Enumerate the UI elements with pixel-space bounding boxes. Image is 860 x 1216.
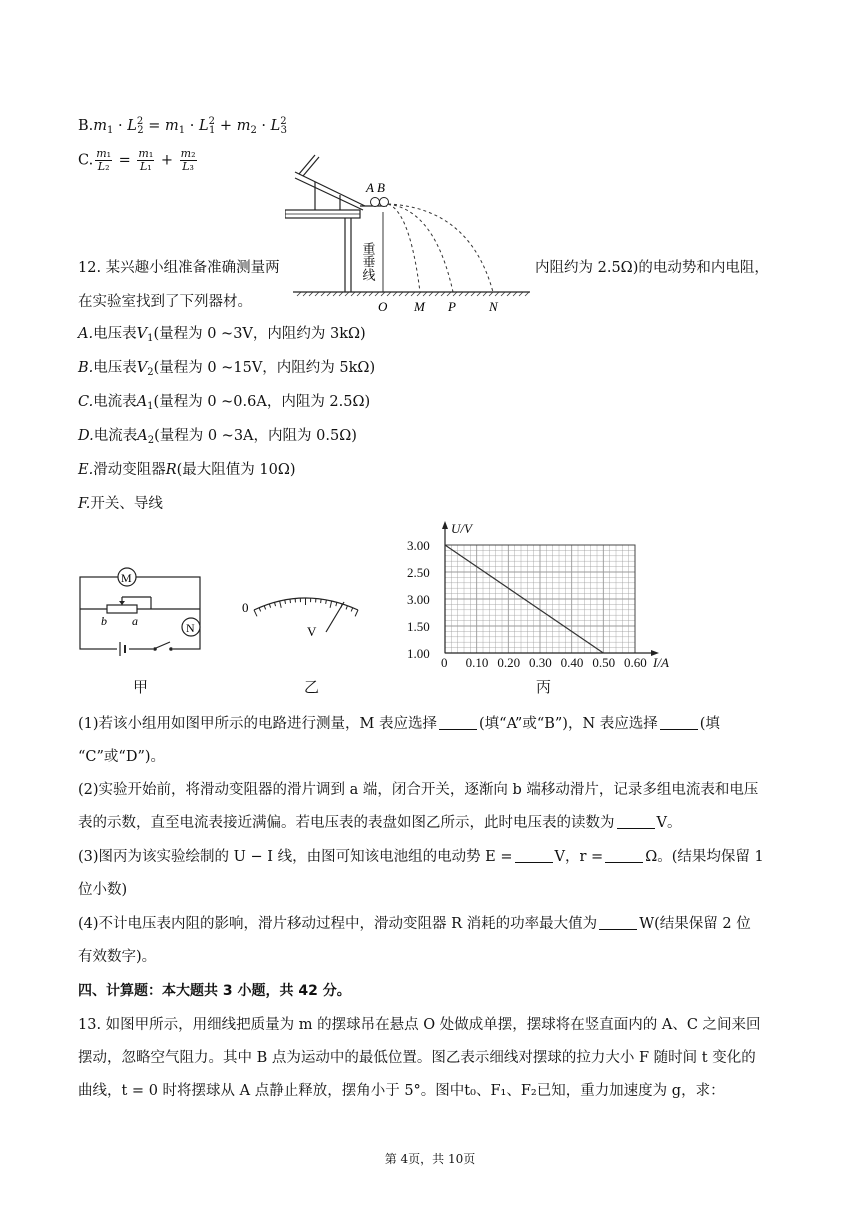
label-N: N	[489, 299, 498, 314]
caption-yi: 乙	[304, 678, 320, 696]
option-label: C.	[78, 152, 94, 169]
q12-part2-line2: 表的示数，直至电流表接近满偏。若电压表的表盘如图乙所示，此时电压表的读数为 V。	[78, 815, 682, 831]
projectile-apparatus-figure	[285, 150, 545, 315]
section-heading: 四、计算题：本大题共 3 小题，共 42 分。	[78, 983, 351, 999]
label-ab: A B	[366, 180, 385, 195]
rheostat-b-label: b	[101, 614, 107, 628]
q12-part4-line1: (4)不计电压表内阻的影响，滑片移动过程中，滑动变阻器 R 消耗的功率最大值为 W(结果保留 2 位	[78, 916, 751, 932]
page-footer: 第 4页，共 10页	[384, 1152, 476, 1166]
equipment-item: B.电压表$V_2$(量程为 0 ~15V，内阻约为 5kΩ)	[78, 360, 376, 378]
meter-M-label: M	[121, 571, 132, 585]
option-c-formula: C. $\frac{\text{m₁}}{\text{L₂}}$ = $\frac{\text{m₁}}{\text{L₁}}$ + $\frac{\text{m₂}}{\text{L₃}}$	[78, 147, 196, 173]
q13-line2: 摆动，忽略空气阻力。其中 B 点为运动中的最低位置。图乙表示细线对摆球的拉力大小 F 随时间 t 变化的	[78, 1050, 756, 1066]
u-i-chart-bing	[405, 520, 680, 670]
equipment-item: D.电流表$A_2$(量程为 0 ~3A，内阻为 0.5Ω)	[78, 428, 357, 446]
answer-blank[interactable]	[599, 915, 637, 930]
x-tick-label: 0.40	[560, 655, 584, 670]
y-tick-label: 3.00	[407, 538, 430, 553]
circuit-diagram-jia	[75, 565, 210, 660]
answer-blank[interactable]	[660, 715, 698, 730]
y-tick-label: 2.50	[407, 565, 430, 580]
equipment-item: A.电压表$V_1$(量程为 0 ~3V，内阻约为 3kΩ)	[78, 326, 366, 344]
x-tick-label: 0.10	[465, 655, 489, 670]
x-tick-label: 0.60	[624, 655, 647, 670]
x-tick-label: 0.50	[592, 655, 616, 670]
answer-blank[interactable]	[515, 848, 553, 863]
x-tick-label: 0.30	[529, 655, 552, 670]
x-tick-label: 0	[441, 655, 448, 670]
equipment-item: E.滑动变阻器R(最大阻值为 10Ω)	[78, 462, 296, 478]
option-label: B.	[78, 118, 94, 134]
rheostat-a-label: a	[132, 614, 138, 628]
meter-N-label: N	[186, 621, 195, 635]
q12-intro-right: 内阻约为 2.5Ω)的电动势和内电阻，	[535, 260, 769, 276]
y-tick-label: 1.50	[407, 619, 430, 634]
answer-blank[interactable]	[617, 814, 655, 829]
label-O: O	[378, 299, 388, 314]
option-b-formula: $B.m_1 \cdot L^2_2 = m_1 \cdot L^2_1 + m_2 \cdot L^2_3$	[78, 116, 288, 136]
q12-part3-line1: (3)图丙为该实验绘制的 U − I 线，由图可知该电池组的电动势 E = V，r = Ω。(结果均保留 1	[78, 849, 764, 865]
voltmeter-dial-yi	[240, 588, 370, 648]
q12-part1-line1: (1)若该小组用如图甲所示的电路进行测量，M 表应选择 (填“A”或“B”)，N 表应选择 (填	[78, 716, 720, 732]
x-axis-label: I/A	[653, 655, 669, 670]
q12-part3-line2: 位小数)	[78, 882, 128, 898]
q13-line1: 13. 如图甲所示，用细线把质量为 m 的摆球吊在悬点 O 处做成单摆，摆球将在竖直面内的 A、C 之间来回	[78, 1017, 761, 1033]
x-tick-label: 0.20	[497, 655, 521, 670]
answer-blank[interactable]	[605, 848, 643, 863]
y-tick-label: 3.00	[407, 592, 430, 607]
q13-line3: 曲线，t = 0 时将摆球从 A 点静止释放，摆角小于 5°。图中t₀、F₁、F₂已知，重力加速度为 g，求：	[78, 1083, 725, 1099]
q12-part2-line1: (2)实验开始前，将滑动变阻器的滑片调到 a 端，闭合开关，逐渐向 b 端移动滑片，记录多组电流表和电压	[78, 782, 759, 798]
y-axis-label: U/V	[451, 521, 472, 536]
label-plumb-line: 重垂线	[359, 242, 375, 281]
equipment-item: F.开关、导线	[78, 496, 163, 512]
y-tick-label: 1.00	[407, 646, 430, 661]
q12-intro-line2: 在实验室找到了下列器材。	[78, 294, 252, 310]
equipment-item: C.电流表$A_1$(量程为 0 ~0.6A，内阻为 2.5Ω)	[78, 394, 371, 412]
label-M: M	[414, 299, 425, 314]
dial-zero-label: 0	[242, 600, 249, 615]
q12-intro-left: 12. 某兴趣小组准备准确测量两	[78, 260, 280, 276]
label-P: P	[448, 299, 456, 314]
dial-unit-label: V	[307, 624, 317, 639]
q12-part1-line2: “C”或“D”)。	[78, 749, 166, 765]
caption-bing: 丙	[536, 678, 552, 696]
q12-part4-line2: 有效数字)。	[78, 949, 157, 965]
answer-blank[interactable]	[439, 715, 477, 730]
caption-jia: 甲	[133, 678, 149, 696]
